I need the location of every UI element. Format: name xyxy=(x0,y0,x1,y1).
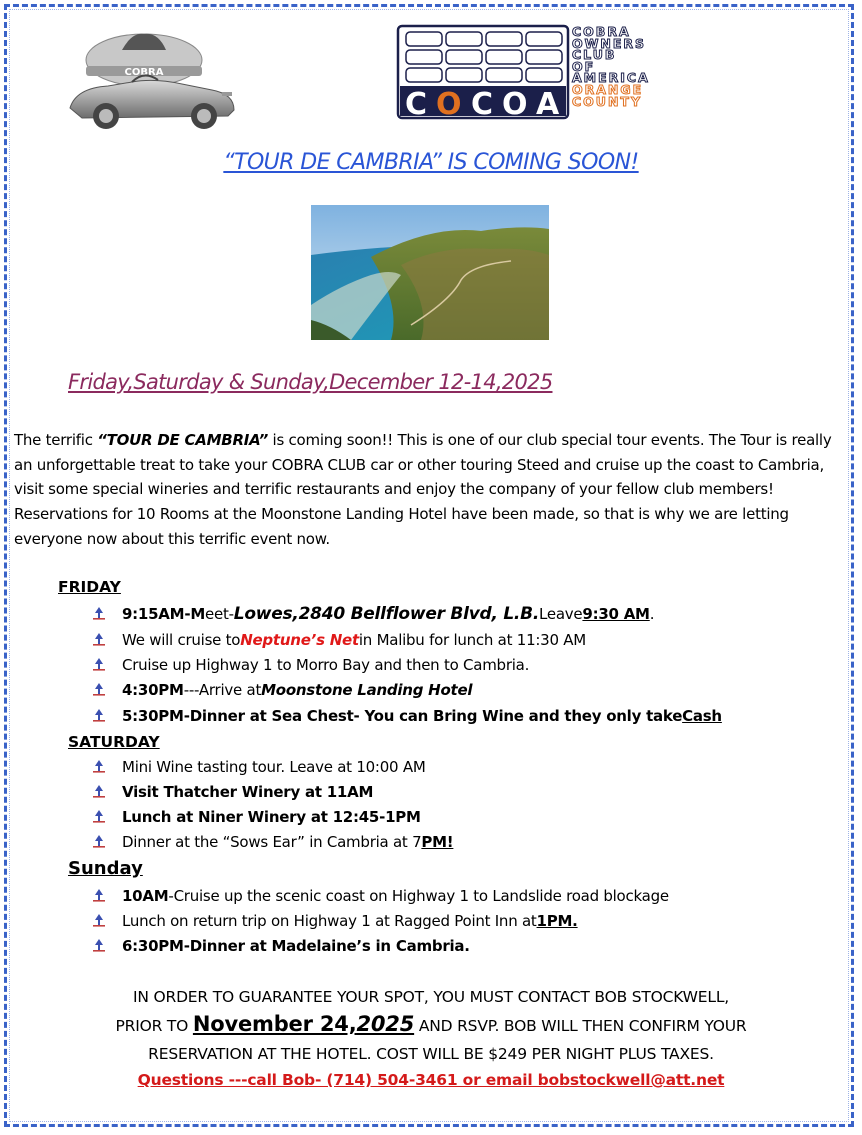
sunday-item xyxy=(92,937,470,955)
arrow-bullet-icon xyxy=(92,682,106,696)
sunday-3-text: 6:30PM-Dinner at Madelaine’s in Cambria. xyxy=(122,937,470,955)
sunday-item xyxy=(92,912,578,930)
coca-letter-o2: O xyxy=(502,87,528,122)
arrow-bullet-icon xyxy=(92,759,106,773)
friday-item xyxy=(92,631,586,649)
intro-text-body: is coming soon!! This is one of our club special tour events. The Tour is really an unforgettable treat to take your COBRA CLUB car or other touring Steed and cruise up the coast to Cambria, visit some special wineries and terrific restaurants and enjoy the company of your fellow club members! Reservations for 10 Rooms at the Moonstone Landing Hotel have been made, so that is why we are letting everyone now about this terrific event now. xyxy=(14,431,832,548)
rsvp-deadline-date: November 24, xyxy=(192,1012,357,1036)
friday-5-text: 5:30PM-Dinner at Sea Chest- You can Bring Wine and they only take xyxy=(122,707,683,725)
friday-1-time: 9:15AM-M xyxy=(122,605,205,623)
coca-side-line: OWNERS xyxy=(572,35,647,51)
saturday-2-text: Visit Thatcher Winery at 11AM xyxy=(122,783,374,801)
contact-link[interactable]: Questions ---call Bob- (714) 504-3461 or email bobstockwell@att.net xyxy=(137,1071,725,1089)
closing-prior-to: PRIOR TO xyxy=(115,1017,193,1035)
coca-side-line: COUNTY xyxy=(572,93,642,109)
cobra-car-logo xyxy=(62,30,240,130)
closing-rsvp-text: AND RSVP. BOB WILL THEN CONFIRM YOUR xyxy=(414,1017,747,1035)
saturday-item xyxy=(92,783,373,801)
sunday-heading: Sunday xyxy=(68,858,143,879)
sunday-2-time: 1PM. xyxy=(536,912,578,930)
coca-side-line: COBRA xyxy=(572,24,631,39)
arrow-bullet-icon xyxy=(92,888,106,902)
saturday-item xyxy=(92,808,421,826)
saturday-item xyxy=(92,833,453,851)
saturday-heading: SATURDAY xyxy=(68,733,160,751)
closing-line-3: RESERVATION AT THE HOTEL. COST WILL BE $249 PER NIGHT PLUS TAXES. xyxy=(148,1045,714,1063)
saturday-1-text: Mini Wine tasting tour. Leave at 10:00 AM xyxy=(122,758,426,776)
arrow-bullet-icon xyxy=(92,834,106,848)
friday-2-text: We will cruise to xyxy=(122,631,241,649)
arrow-bullet-icon xyxy=(92,938,106,952)
friday-4-time: 4:30PM xyxy=(122,681,184,699)
friday-item xyxy=(92,656,529,674)
friday-2-restaurant: Neptune’s Net xyxy=(240,631,359,649)
coca-letter-a: A xyxy=(536,87,560,122)
cobra-art-text: COBRA xyxy=(124,67,164,78)
friday-3-text: Cruise up Highway 1 to Morro Bay and then to Cambria. xyxy=(122,656,530,674)
friday-1-meet: eet- xyxy=(205,605,234,623)
arrow-bullet-icon xyxy=(92,606,106,620)
coca-side-line: AMERICA xyxy=(572,70,650,86)
rsvp-deadline-year: 2025 xyxy=(356,1012,415,1036)
page-headline: “TOUR DE CAMBRIA” IS COMING SOON! xyxy=(223,150,639,175)
friday-5-cash: Cash xyxy=(682,707,722,725)
closing-line-1: IN ORDER TO GUARANTEE YOUR SPOT, YOU MUST CONTACT BOB STOCKWELL, xyxy=(133,988,729,1006)
arrow-bullet-icon xyxy=(92,657,106,671)
friday-1-leave-time: 9:30 AM xyxy=(582,605,650,623)
sunday-1-time: 10AM xyxy=(122,887,169,905)
arrow-bullet-icon xyxy=(92,708,106,722)
coca-side-text xyxy=(572,26,650,107)
coca-letter-c2: C xyxy=(471,87,494,122)
friday-item xyxy=(92,604,654,624)
friday-1-leave: Leave xyxy=(539,605,583,623)
closing-line-2 xyxy=(0,1012,862,1036)
sunday-2-text: Lunch on return trip on Highway 1 at Ragged Point Inn at xyxy=(122,912,537,930)
saturday-4-text: Dinner at the “Sows Ear” in Cambria at 7 xyxy=(122,833,422,851)
friday-1-period: . xyxy=(649,605,655,623)
friday-item xyxy=(92,707,722,725)
arrow-bullet-icon xyxy=(92,632,106,646)
arrow-bullet-icon xyxy=(92,784,106,798)
arrow-bullet-icon xyxy=(92,913,106,927)
coca-letter-c1: C xyxy=(405,87,428,122)
friday-4-hotel: Moonstone Landing Hotel xyxy=(261,681,473,699)
event-dates: Friday,Saturday & Sunday,December 12-14,2025 xyxy=(68,370,553,394)
friday-heading: FRIDAY xyxy=(58,578,121,596)
intro-paragraph xyxy=(14,428,852,552)
coca-letter-o1: O xyxy=(436,87,462,122)
saturday-item xyxy=(92,758,426,776)
sunday-1-text: -Cruise up the scenic coast on Highway 1 to Landslide road blockage xyxy=(168,887,669,905)
sunday-item xyxy=(92,887,669,905)
coastline-photo xyxy=(311,205,549,340)
friday-1-location: Lowes,2840 Bellflower Blvd, L.B. xyxy=(233,604,540,624)
coca-side-line: ORANGE xyxy=(572,81,644,97)
friday-item xyxy=(92,681,472,699)
friday-4-arrive: ---Arrive at xyxy=(183,681,262,699)
coca-side-line: OF xyxy=(572,58,596,74)
arrow-bullet-icon xyxy=(92,809,106,823)
coca-side-line: CLUB xyxy=(572,47,617,63)
friday-2-rest: in Malibu for lunch at 11:30 AM xyxy=(358,631,586,649)
saturday-4-pm: PM! xyxy=(421,833,454,851)
intro-text-start: The terrific xyxy=(14,431,98,449)
intro-event-name: “TOUR DE CAMBRIA” xyxy=(97,431,269,449)
rsvp-deadline xyxy=(193,1012,414,1036)
saturday-3-text: Lunch at Niner Winery at 12:45-1PM xyxy=(122,808,421,826)
contact-line xyxy=(0,1071,862,1089)
